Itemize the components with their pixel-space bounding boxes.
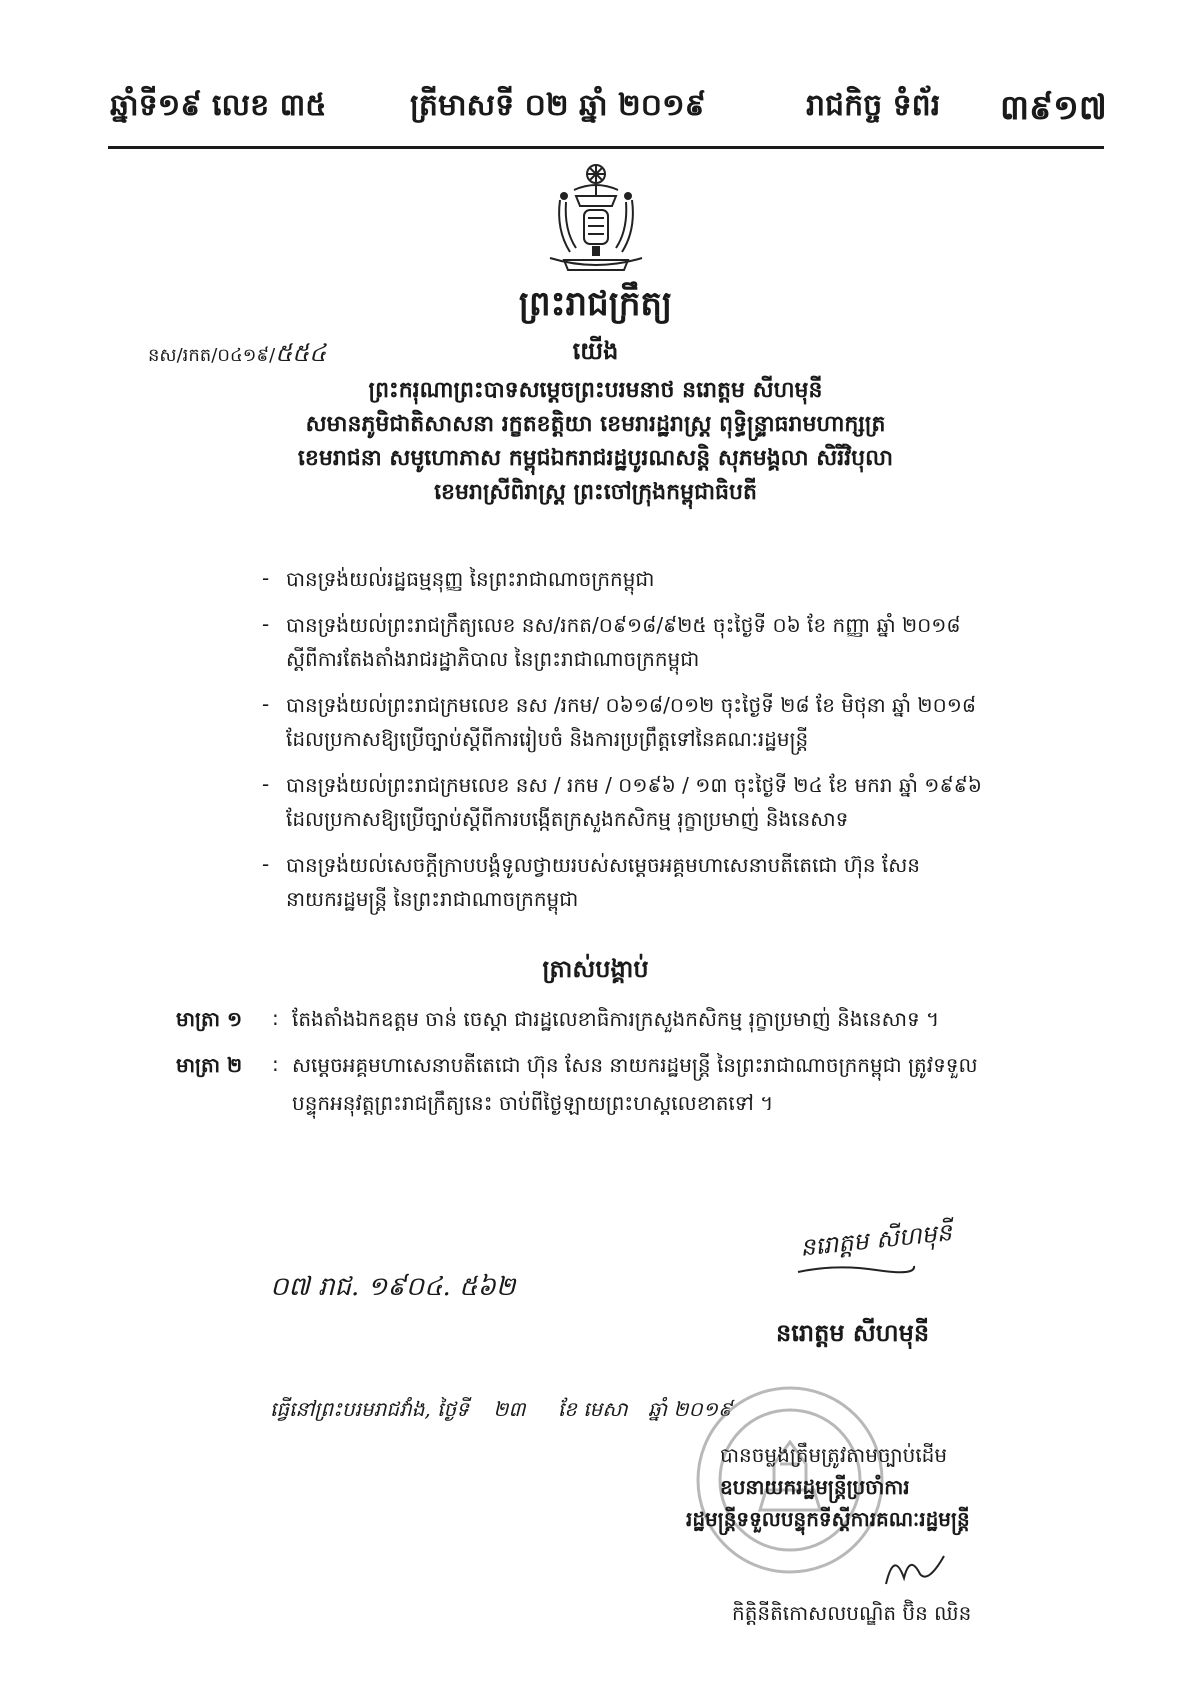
signer-name: នរោត្តម សីហមុនី xyxy=(776,1319,930,1347)
article-label: មាត្រា ២ xyxy=(176,1053,243,1077)
date-day: ២៣ xyxy=(493,1397,526,1421)
we-heading: យើង xyxy=(572,337,619,365)
consideration-continuation: ដែលប្រកាសឱ្យប្រើច្បាប់ស្តីពីការបង្កើតក្រសួងកសិកម្ម រុក្ខាប្រមាញ់ និងនេសាទ xyxy=(286,807,849,831)
consideration-continuation: ស្តីពីការតែងតាំងរាជរដ្ឋាភិបាល នៃព្រះរាជាណាចក្រកម្ពុជា xyxy=(286,647,700,671)
document-title: ព្រះរាជក្រឹត្យ xyxy=(518,284,673,324)
consideration-continuation: ដែលប្រកាសឱ្យប្រើច្បាប់ស្តីពីការរៀបចំ និងការប្រព្រឹត្តទៅនៃគណៈរដ្ឋមន្ត្រី xyxy=(286,727,809,751)
certification-line: រដ្ឋមន្ត្រីទទួលបន្ទុកទីស្តីការគណៈរដ្ឋមន្ត្រី xyxy=(686,1507,970,1531)
royal-title-line: ព្រះករុណាព្រះបាទសម្តេចព្រះបរមនាថ នរោត្តម សីហមុនី xyxy=(368,378,823,403)
article-colon: : xyxy=(272,1006,279,1030)
article-colon: : xyxy=(272,1052,279,1076)
royal-title-line: ខេមរាជនា សមូហោភាស កម្ពុជឯករាជរដ្ឋបូរណសន្តិ សុភមង្គលា សិរីវិបុលា xyxy=(297,446,894,471)
certification-line: បានចម្លងត្រឹមត្រូវតាមច្បាប់ដើម xyxy=(720,1443,948,1467)
header-rule xyxy=(108,146,1104,149)
decree-heading: ត្រាស់បង្គាប់ xyxy=(542,955,649,983)
royal-title-line: ខេមរាស្រីពិរាស្ត្រ ព្រះចៅក្រុងកម្ពុជាធិបតី xyxy=(434,480,757,505)
gazette-page-label: រាជកិច្ច ទំព័រ xyxy=(806,88,941,123)
certification-line: ឧបនាយករដ្ឋមន្ត្រីប្រចាំការ xyxy=(720,1475,910,1499)
royal-title-line: សមានភូមិជាតិសាសនា រក្ខតខត្តិយា ខេមរារដ្ឋរាស្ត្រ ពុទ្ធិន្ទ្រាធរាមហាក្សត្រ xyxy=(305,412,886,437)
minister-signature-icon xyxy=(880,1544,950,1594)
article-text: សម្តេចអគ្គមហាសេនាបតីតេជោ ហ៊ុន សែន នាយករដ្ឋមន្ត្រី នៃព្រះរាជាណាចក្រកម្ពុជា ត្រូវទទួល xyxy=(292,1053,978,1077)
date-month: ខែ មេសា xyxy=(557,1397,628,1421)
article-label: មាត្រា ១ xyxy=(176,1007,243,1031)
gazette-year-issue: ឆ្នាំទី១៩ លេខ ៣៥ xyxy=(110,88,327,123)
consideration-continuation: នាយករដ្ឋមន្ត្រី នៃព្រះរាជាណាចក្រកម្ពុជា xyxy=(286,887,579,911)
minister-name: កិត្តិនីតិកោសលបណ្ឌិត ប៊ិន ឈិន xyxy=(732,1601,972,1625)
gazette-page-number: ៣៩១៧ xyxy=(1000,88,1107,128)
decree-number-printed: នស/រកត/០៤១៩/ xyxy=(148,345,276,366)
royal-coat-of-arms-icon xyxy=(536,160,656,280)
date-year: ឆ្នាំ ២០១៩ xyxy=(648,1397,733,1421)
article-text-continuation: បន្ទុកអនុវត្តព្រះរាជក្រឹត្យនេះ ចាប់ពីថ្ងៃឡាយព្រះហស្តលេខាតទៅ ។ xyxy=(292,1091,774,1115)
date-prefix: ធ្វើនៅព្រះបរមរាជវាំង, ថ្ងៃទី xyxy=(270,1397,469,1421)
gazette-header xyxy=(110,86,1107,132)
date-line xyxy=(270,1396,732,1426)
article-text: តែងតាំងឯកឧត្តម ចាន់ ចេស្តា ជារដ្ឋលេខាធិការក្រសួងកសិកម្ម រុក្ខាប្រមាញ់ និងនេសាទ ។ xyxy=(292,1007,940,1031)
registration-handwritten: ០៧ រាជ. ១៩០៤. ៥៦២ xyxy=(270,1272,516,1302)
signature-stroke-icon xyxy=(796,1262,916,1276)
gazette-quarter: ត្រីមាសទី ០២ ឆ្នាំ ២០១៩ xyxy=(410,88,706,123)
king-signature: នរោត្តម សីហមុនី xyxy=(798,1218,954,1262)
decree-number-handwritten: ៥៥៤ xyxy=(275,339,327,367)
